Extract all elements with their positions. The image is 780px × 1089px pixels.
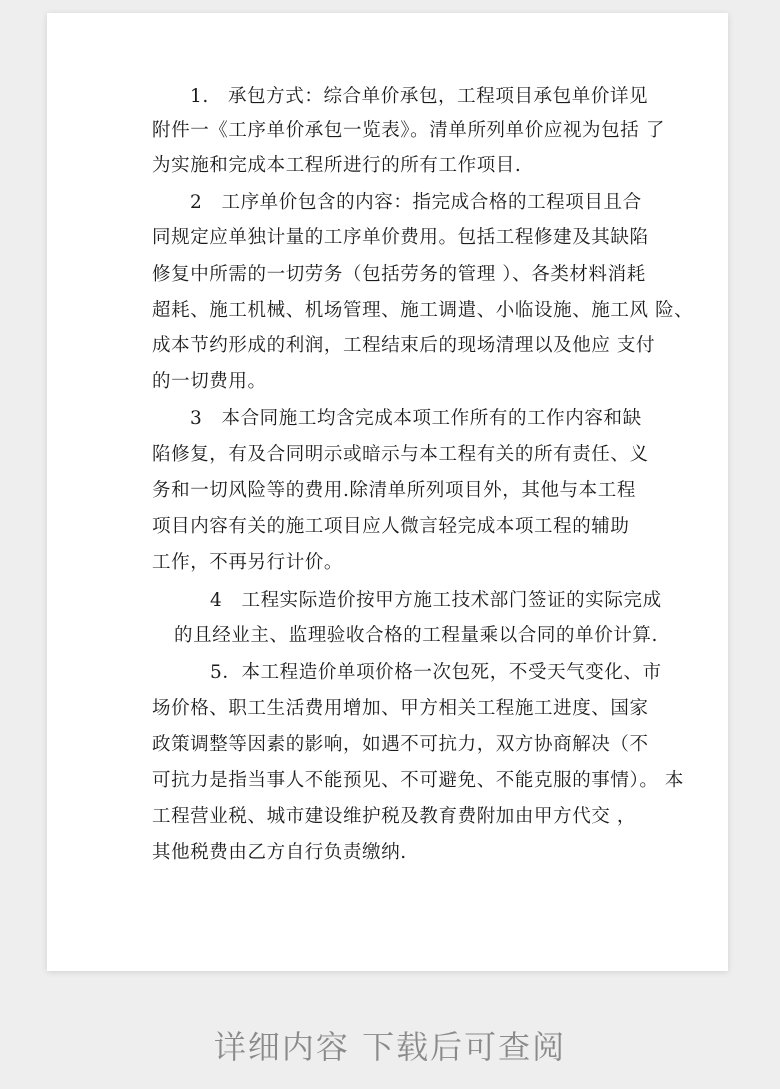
text-line: 其他税费由乙方自行负责缴纳. [152, 842, 407, 863]
download-hint: 详细内容 下载后可查阅 [213, 1028, 567, 1066]
text-line: 1. 承包方式：综合单价承包，工程项目承包单价详见 [190, 86, 649, 107]
text-line: 超耗、施工机械、机场管理、施工调遣、小临设施、施工风 险、 [152, 300, 694, 321]
text-line: 场价格、职工生活费用增加、甲方相关工程施工进度、国家 [152, 698, 649, 719]
text-line: 3 本合同施工均含完成本项工作所有的工作内容和缺 [190, 408, 642, 429]
text-line: 修复中所需的一切劳务（包括劳务的管理 ）、各类材料消耗 [152, 264, 646, 285]
text-line: 陷修复，有及合同明示或暗示与本工程有关的所有责任、义 [152, 444, 649, 465]
text-line: 工作，不再另行计价。 [152, 552, 344, 573]
text-line: 4 工程实际造价按甲方施工技术部门签证的实际完成 [210, 590, 662, 611]
text-line: 的一切费用。 [152, 371, 267, 392]
text-line: 附件一《工序单价承包一览表》。清单所列单价应视为包括 了 [152, 120, 665, 141]
text-line: 工程营业税、城市建设维护税及教育费附加由甲方代交 ， [152, 806, 636, 827]
text-line: 务和一切风险等的费用.除清单所列项目外，其他与本工程 [152, 480, 636, 501]
text-line: 成本节约形成的利润，工程结束后的现场清理以及他应 支付 [152, 335, 656, 356]
text-line: 可抗力是指当事人不能预见、不可避免、不能克服的事情）。 本 [152, 770, 685, 791]
text-line: 同规定应单独计量的工序单价费用。包括工程修建及其缺陷 [152, 227, 649, 248]
text-line: 为实施和完成本工程所进行的所有工作项目. [152, 155, 522, 176]
document-page [47, 13, 728, 971]
text-line: 项目内容有关的施工项目应人微言轻完成本项工程的辅助 [152, 516, 630, 537]
text-line: 2 工序单价包含的内容：指完成合格的工程项目且合 [190, 192, 642, 213]
text-line: 的且经业主、监理验收合格的工程量乘以合同的单价计算. [174, 625, 658, 646]
text-line: 5．本工程造价单项价格一次包死，不受天气变化、市 [210, 662, 662, 683]
text-line: 政策调整等因素的影响，如遇不可抗力，双方协商解决（不 [152, 734, 649, 755]
